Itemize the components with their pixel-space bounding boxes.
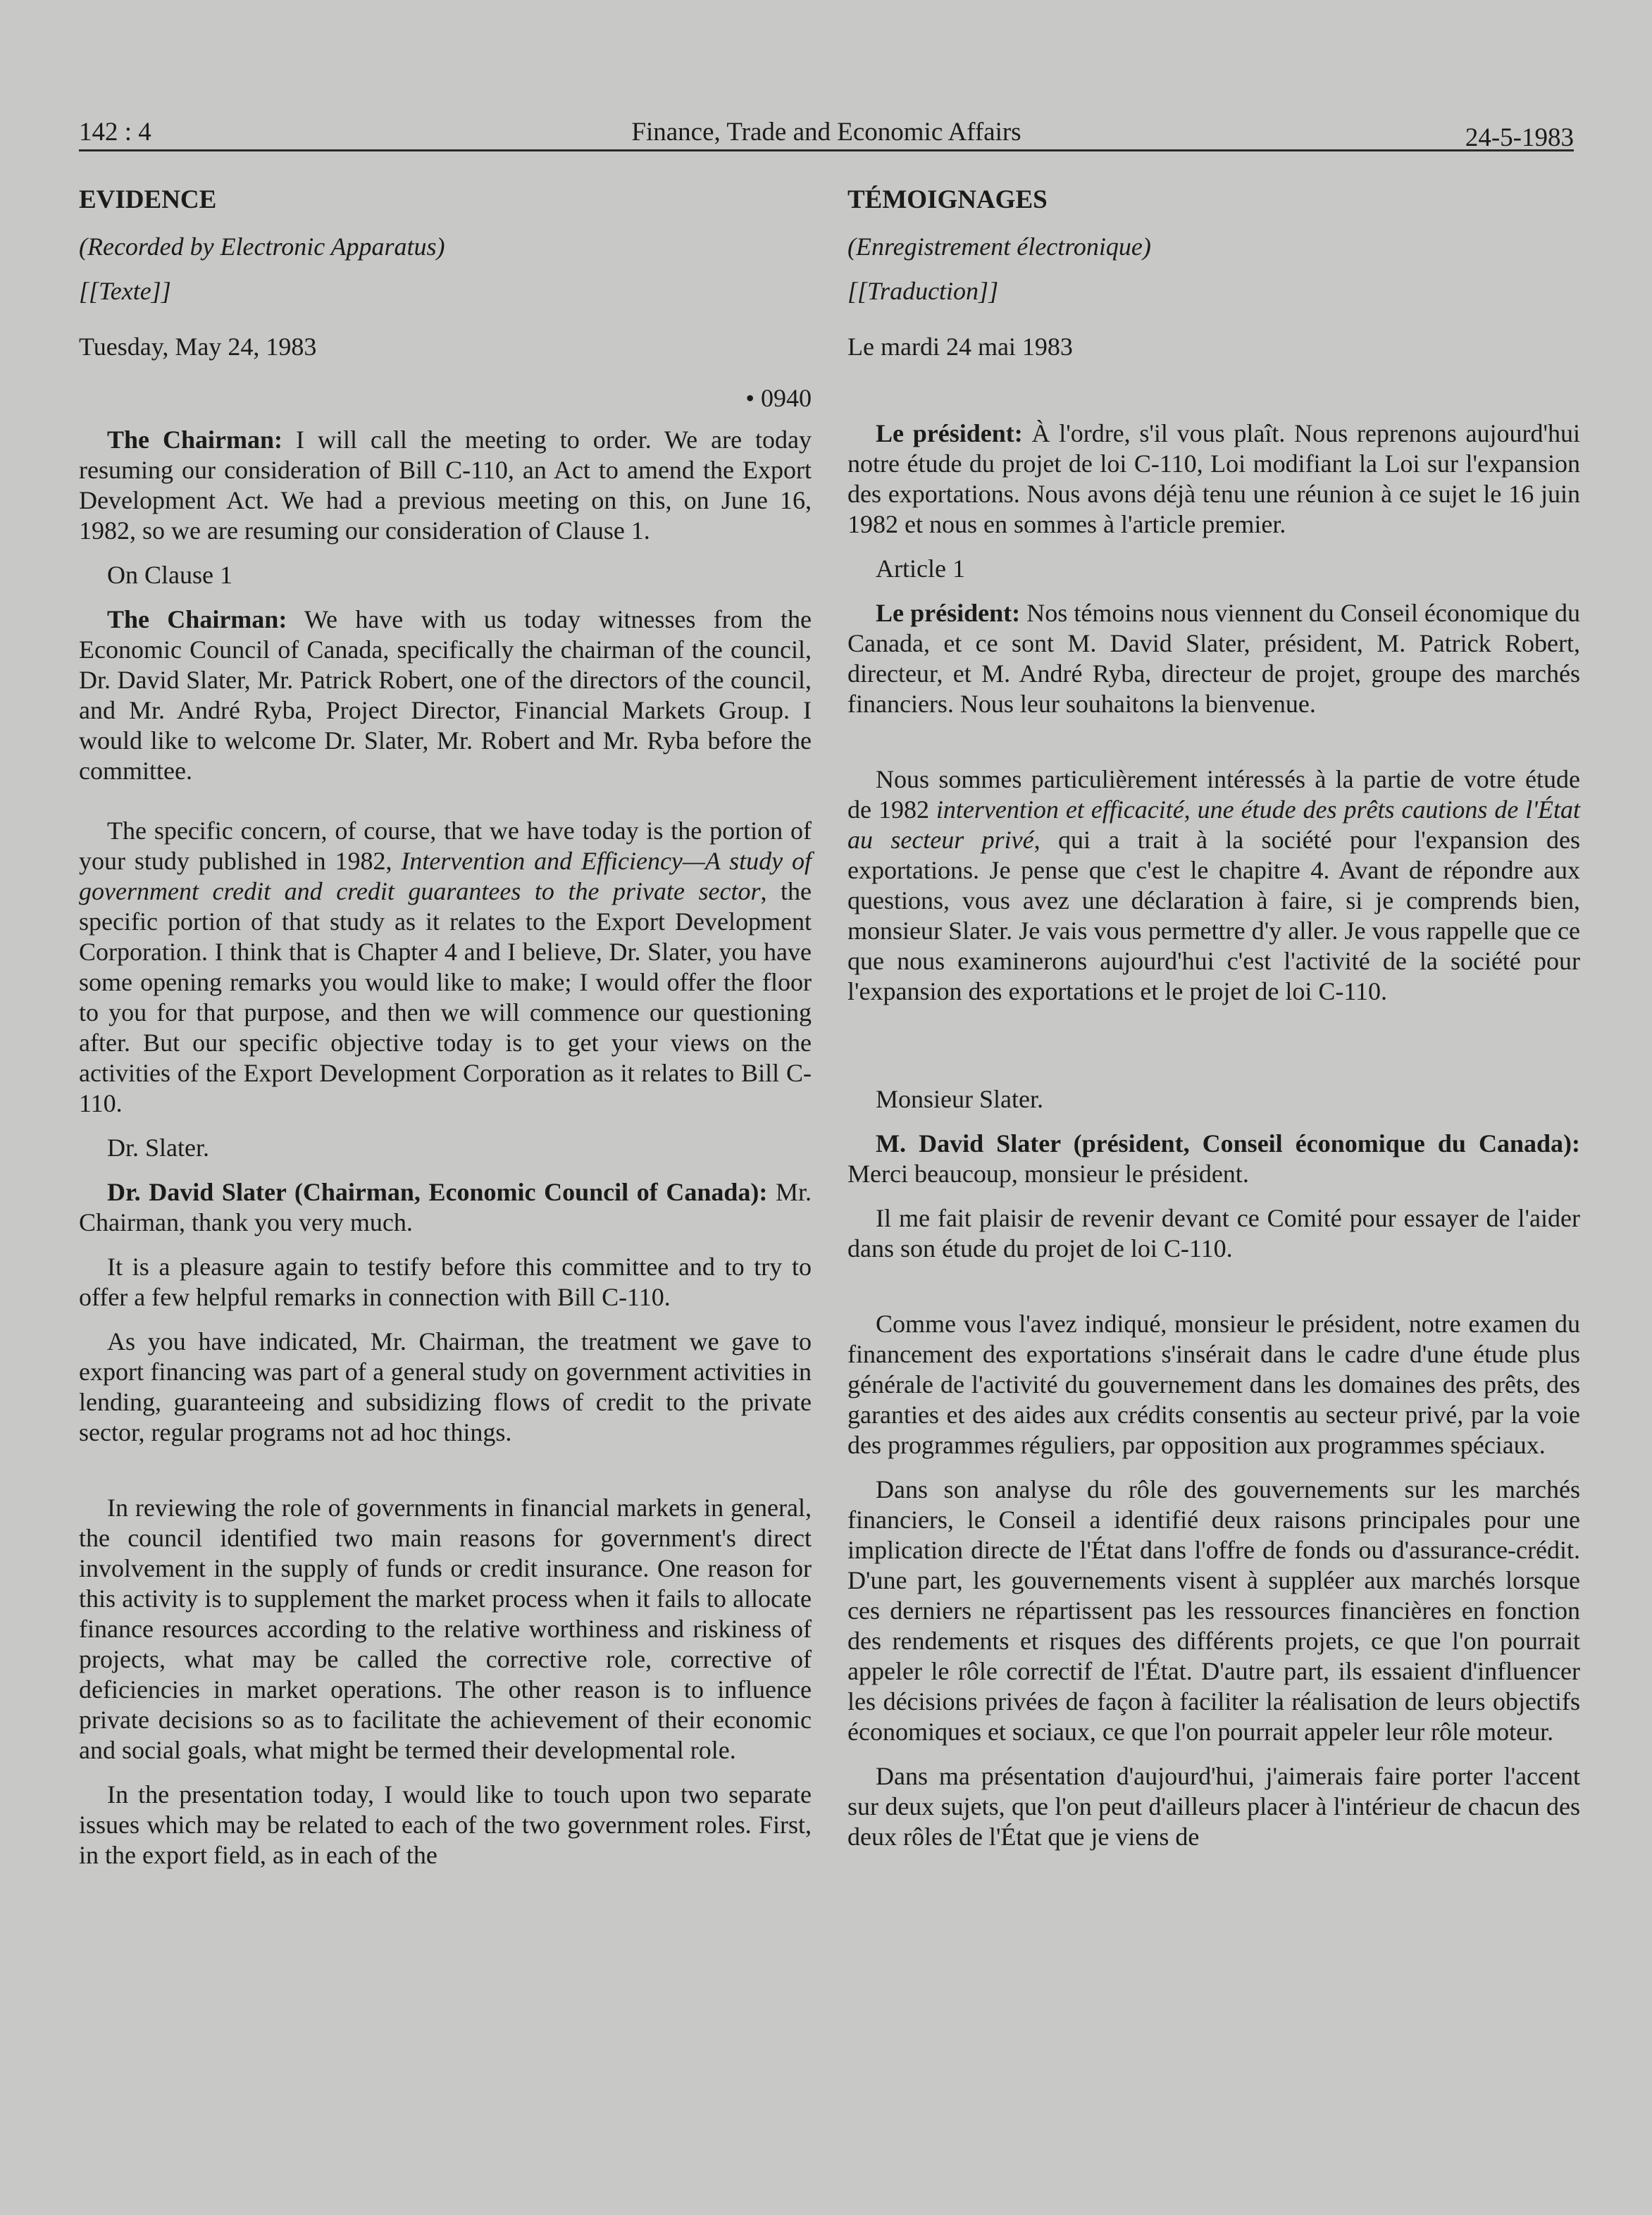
running-header [79,114,1574,151]
header-date: 24-5-1983 [1465,123,1574,152]
speaker: Dr. David Slater (Chairman, Economic Council of Canada): [107,1178,768,1206]
paragraph: The Chairman: I will call the meeting to order. We are today resuming our consideration of Bill C-110, an Act to amend the Export Development Act. We had a previous meeting on this, on June 16, 1982, so we are resuming our consideration of Clause 1. [79,426,812,545]
recorded-note: (Enregistrement électronique) [847,232,1151,261]
paragraph: In reviewing the role of governments in financial markets in general, the council identified two main reasons for government's direct involvement in the supply of funds or credit insurance. One reason for this activity is to supplement the market process when it fails to allocate finance resources according to the relative worthiness and riskiness of projects, what may be called the corrective role, corrective of deficiencies in market operations. The other reason is to influence private decisions so as to facilitate the achievement of their economic and social goals, what might be termed their developmental role. [79,1494,812,1764]
evidence-heading: EVIDENCE [79,185,217,214]
speaker: The Chairman: [107,605,287,633]
publication-title: Finance, Trade and Economic Affairs [631,118,1021,147]
recorded-note: (Recorded by Electronic Apparatus) [79,232,445,261]
traduction-note: [[Traduction]] [847,277,999,305]
meeting-date: Tuesday, May 24, 1983 [79,333,317,361]
paragraph: Dr. David Slater (Chairman, Economic Council of Canada): Mr. Chairman, thank you very much. [79,1178,812,1236]
paragraph: Le président: Nos témoins nous viennent du Conseil économique du Canada, et ce sont M. David Slater, président, M. Patrick Robert, directeur, et M. André Ryba, directeur de projet, groupe des marchés financiers. Nous leur souhaitons la bienvenue. [847,599,1580,718]
paragraph: Dans son analyse du rôle des gouvernements sur les marchés financiers, le Conseil a identifié deux raisons principales pour une implication directe de l'État dans l'offre de fonds ou d'assurance-crédit. D'une part, les gouvernements visent à suppléer aux marchés lorsque ces derniers ne répartissent pas les ressources financières en fonction des rendements et risques des différents projets, ce que l'on pourrait appeler le rôle correctif de l'État. D'autre part, ils essaient d'influencer les décisions privées de façon à faciliter la réalisation de leurs objectifs économiques et sociaux, ce que l'on pourrait appeler leur rôle moteur. [847,1475,1580,1746]
study-title: intervention et efficacité, une étude des prêts cautions de l'État au secteur privé [847,795,1580,854]
study-title: Intervention and Efficiency—A study of government credit and credit guarantees to the private sector [79,847,812,905]
paragraph: Il me fait plaisir de revenir devant ce Comité pour essayer de l'aider dans son étude du projet de loi C-110. [847,1204,1580,1262]
texte-label: [Texte] [89,277,161,305]
paragraph: The specific concern, of course, that we have today is the portion of your study published in 1982, Intervention and Efficiency—A study of government credit and credit guarantees to the private sector, the specific portion of that study as it relates to the Export Development Corporation. I think that is Chapter 4 and I believe, Dr. Slater, you have some opening remarks you would like to make; I would offer the floor to you for that purpose, and then we will commence our questioning after. But our specific objective today is to get your views on the activities of the Export Development Corporation as it relates to Bill C-110. [79,817,812,1117]
paragraph: M. David Slater (président, Conseil économique du Canada): Merci beaucoup, monsieur le président. [847,1129,1580,1188]
paragraph: It is a pleasure again to testify before this committee and to try to offer a few helpful remarks in connection with Bill C-110. [79,1253,812,1311]
english-column [79,185,812,1885]
speaker: The Chairman: [107,426,282,454]
paragraph: Dans ma présentation d'aujourd'hui, j'aimerais faire porter l'accent sur deux sujets, que l'on peut d'ailleurs placer à l'intérieur de chacun des deux rôles de l'État que je viens de [847,1762,1580,1851]
time-marker: • 0940 [745,384,812,412]
clause-label: Article 1 [876,554,965,583]
paragraph: The Chairman: We have with us today witnesses from the Economic Council of Canada, specifically the chairman of the council, Dr. David Slater, Mr. Patrick Robert, one of the directors of the council, and Mr. André Ryba, Project Director, Financial Markets Group. I would like to welcome Dr. Slater, Mr. Robert and Mr. Ryba before the committee. [79,605,812,785]
texte-note: [[Texte]] [79,277,171,305]
speaker: Le président: [876,419,1023,447]
temoignages-heading: TÉMOIGNAGES [847,185,1048,214]
speaker-call: Dr. Slater. [107,1134,209,1162]
paragraph: In the presentation today, I would like to touch upon two separate issues which may be related to each of the two government roles. First, in the export field, as in each of the [79,1780,812,1869]
speaker: Le président: [876,599,1021,627]
page-number: 142 : 4 [79,118,151,147]
paragraph: Comme vous l'avez indiqué, monsieur le président, notre examen du financement des exportations s'insérait dans le cadre d'une étude plus générale de l'activité du gouvernement dans les domaines des prêts, des garanties et des aides aux crédits consentis au secteur privé, par la voie des programmes réguliers, par opposition aux programmes spéciaux. [847,1310,1580,1459]
paragraph: As you have indicated, Mr. Chairman, the treatment we gave to export financing was part of a general study on government activities in lending, guaranteeing and subsidizing flows of credit to the private sector, regular programs not ad hoc things. [79,1327,812,1446]
meeting-date: Le mardi 24 mai 1983 [847,333,1073,361]
paragraph: Le président: À l'ordre, s'il vous plaît. Nous reprenons aujourd'hui notre étude du projet de loi C-110, Loi modifiant la Loi sur l'expansion des exportations. Nous avons déjà tenu une réunion à ce sujet le 16 juin 1982 et nous en sommes à l'article premier. [847,419,1581,538]
speaker-call: Monsieur Slater. [876,1085,1043,1113]
speaker: M. David Slater (président, Conseil économique du Canada): [876,1129,1580,1158]
traduction-label: [Traduction] [857,277,989,305]
paragraph: Nous sommes particulièrement intéressés à la partie de votre étude de 1982 intervention et efficacité, une étude des prêts cautions de l'État au secteur privé, qui a trait à la société pour l'expansion des exportations. Je pense que c'est le chapitre 4. Avant de répondre aux questions, vous avez une déclaration à faire, si je comprends bien, monsieur Slater. Je vais vous permettre d'y aller. Je vous rappelle que ce que nous examinerons aujourd'hui c'est l'activité de la société pour l'expansion des exportations et le projet de loi C-110. [847,765,1581,1005]
french-column [847,185,1580,1866]
clause-label: On Clause 1 [107,561,232,589]
